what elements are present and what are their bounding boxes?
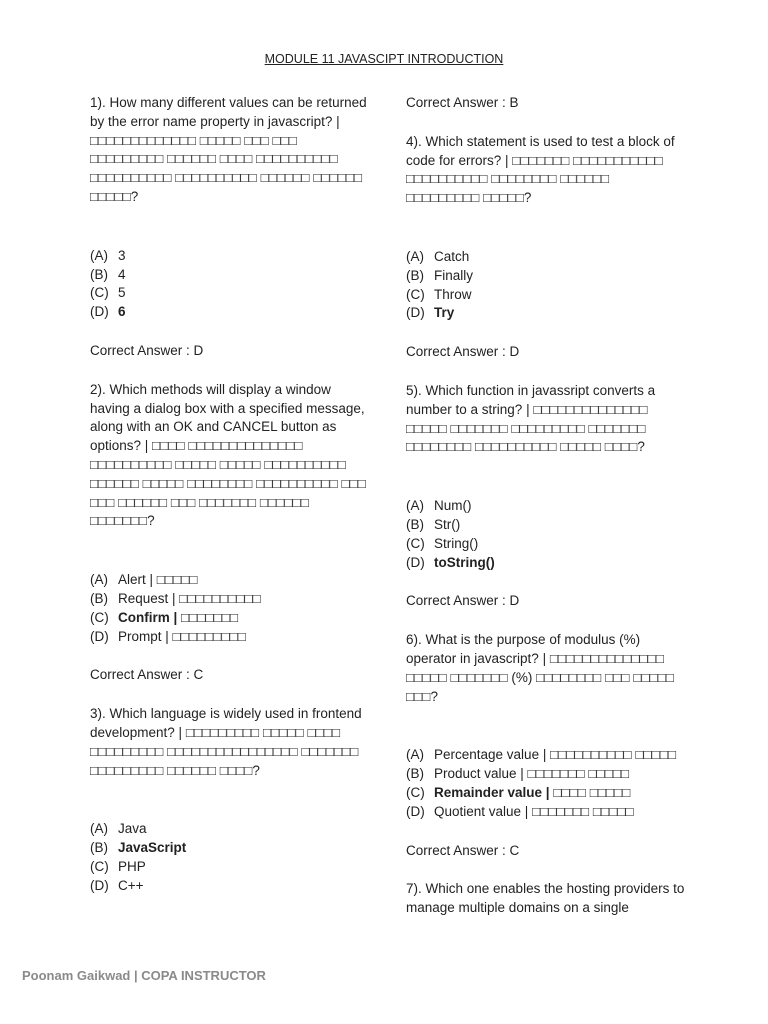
option-item xyxy=(90,284,368,303)
left-column xyxy=(90,94,368,896)
option-text: 4 xyxy=(118,266,126,282)
option-item xyxy=(90,303,368,322)
question-text: 6). What is the purpose of modulus (%) operator in javascript? | □□□□□□□□□□□□□□ □□□□□ □□□□□□□ (%) □□□□□□□□ □□□ □□□□□ □□□? xyxy=(406,632,675,704)
option-item xyxy=(90,877,368,896)
option-key: (A) xyxy=(90,572,108,588)
option-item xyxy=(90,858,368,877)
option-item xyxy=(90,247,368,266)
option-item xyxy=(406,535,686,554)
correct-answer: Correct Answer : C xyxy=(90,667,204,683)
question-text: 5). Which function in javassript converts a number to a string? | □□□□□□□□□□□□□□ □□□□□ □□□□□□□ □□□□□□□□□ □□□□□□□ □□□□□□□□ □□□□□□□□□□ □□□□□ □□□□? xyxy=(406,382,656,455)
option-text: Throw xyxy=(434,286,472,302)
question-text: 2). Which methods will display a window having a dialog box with a specified message, along with an OK and CANCEL button as options? | □□□□ □□□□□□□□□□□□□□ □□□□□□□□□□ □□□□□ □□□□□ □□□□□□□□□□ □□□□□□ □□□□□ □□□□□□□□ □□□□□□□□□□ □□□ □□□ □□□□□□ □□□ □□□□□□□ □□□□□□ □□□□□□□? xyxy=(90,381,366,529)
option-text: Alert | □□□□□ xyxy=(118,572,198,588)
option-key: (D) xyxy=(406,554,425,570)
option-item xyxy=(90,266,368,285)
option-key: (B) xyxy=(90,266,108,282)
correct-answer: Correct Answer : D xyxy=(406,344,520,360)
option-list xyxy=(90,571,368,646)
question-text: 3). Which language is widely used in frontend development? | □□□□□□□□□ □□□□□ □□□□ □□□□□□□□□ □□□□□□□□□□□□□□□□ □□□□□□□ □□□□□□□□□ □□□□□□ □□□□? xyxy=(90,706,362,778)
question-text: 4). Which statement is used to test a block of code for errors? | □□□□□□□ □□□□□□□□□□□ □□□□□□□□□□ □□□□□□□□ □□□□□□ □□□□□□□□□ □□□□□? xyxy=(406,133,675,206)
option-text: Request | □□□□□□□□□□ xyxy=(118,590,261,606)
option-text: toString() xyxy=(434,554,495,570)
option-item xyxy=(90,628,368,647)
option-text: Product value | □□□□□□□ □□□□□ xyxy=(434,766,630,782)
option-key: (C) xyxy=(406,784,425,800)
option-list xyxy=(406,746,686,821)
option-text: Java xyxy=(118,821,147,837)
question-block xyxy=(406,631,686,860)
question-text: 1). How many different values can be returned by the error name property in javascript? | □□□□□□□□□□□□□ □□□□□ □□□ □□□ □□□□□□□□□ □□□□□□ □□□□ □□□□□□□□□□ □□□□□□□□□□ □□□□□□□□□□ □□□□□□ □□□□□□ □□□□□? xyxy=(90,95,367,204)
option-key: (C) xyxy=(90,858,109,874)
option-list xyxy=(90,820,368,895)
option-key: (A) xyxy=(406,248,424,264)
option-item xyxy=(90,590,368,609)
option-item xyxy=(406,497,686,516)
option-key: (C) xyxy=(90,609,109,625)
option-text: 6 xyxy=(118,304,126,320)
option-key: (C) xyxy=(90,285,109,301)
option-text: 3 xyxy=(118,247,126,263)
option-list xyxy=(406,248,686,323)
option-key: (D) xyxy=(90,877,109,893)
option-text: Catch xyxy=(434,248,470,264)
option-key: (B) xyxy=(406,267,424,283)
option-key: (D) xyxy=(90,628,109,644)
correct-answer: Correct Answer : D xyxy=(406,593,520,609)
option-item xyxy=(406,286,686,305)
option-item xyxy=(406,267,686,286)
option-item xyxy=(406,248,686,267)
option-key: (B) xyxy=(90,590,108,606)
option-item xyxy=(406,304,686,323)
question-block xyxy=(90,381,368,685)
option-key: (D) xyxy=(90,304,109,320)
footer-author: Poonam Gaikwad | COPA INSTRUCTOR xyxy=(22,968,266,983)
option-item xyxy=(90,571,368,590)
option-key: (C) xyxy=(406,286,425,302)
question-block xyxy=(406,382,686,611)
option-item xyxy=(406,765,686,784)
option-text: Confirm | □□□□□□□ xyxy=(118,609,239,625)
correct-answer: Correct Answer : D xyxy=(90,342,204,358)
option-key: (A) xyxy=(90,247,108,263)
option-item xyxy=(90,820,368,839)
option-key: (D) xyxy=(406,305,425,321)
option-key: (B) xyxy=(406,766,424,782)
option-text: Try xyxy=(434,305,455,321)
option-key: (D) xyxy=(406,803,425,819)
option-text: C++ xyxy=(118,877,144,893)
option-key: (A) xyxy=(406,747,424,763)
option-text: Percentage value | □□□□□□□□□□ □□□□□ xyxy=(434,747,677,763)
option-item xyxy=(90,609,368,628)
option-key: (A) xyxy=(406,498,424,514)
option-text: String() xyxy=(434,535,479,551)
question-block xyxy=(406,133,686,362)
option-key: (B) xyxy=(406,516,424,532)
question-block xyxy=(406,880,686,918)
option-text: Finally xyxy=(434,267,474,283)
question-text: 7). Which one enables the hosting providers to manage multiple domains on a single xyxy=(406,881,685,916)
option-text: Str() xyxy=(434,516,461,532)
document-title: MODULE 11 JAVASCIPT INTRODUCTION xyxy=(264,52,504,66)
option-item xyxy=(406,554,686,573)
option-item xyxy=(406,516,686,535)
option-text: Quotient value | □□□□□□□ □□□□□ xyxy=(434,803,634,819)
option-text: Num() xyxy=(434,498,472,514)
right-column xyxy=(406,94,686,918)
option-text: 5 xyxy=(118,285,126,301)
option-item xyxy=(406,746,686,765)
option-key: (A) xyxy=(90,821,108,837)
option-text: Prompt | □□□□□□□□□ xyxy=(118,628,246,644)
option-key: (C) xyxy=(406,535,425,551)
option-item xyxy=(406,784,686,803)
option-text: PHP xyxy=(118,858,146,874)
question-block xyxy=(90,705,368,895)
correct-answer: Correct Answer : C xyxy=(406,842,520,858)
option-text: Remainder value | □□□□ □□□□□ xyxy=(434,784,631,800)
option-list xyxy=(406,497,686,572)
option-text: JavaScript xyxy=(118,840,187,856)
option-list xyxy=(90,247,368,322)
option-key: (B) xyxy=(90,840,108,856)
correct-answer: Correct Answer : B xyxy=(406,95,519,110)
option-item xyxy=(90,839,368,858)
question-block xyxy=(90,94,368,361)
option-item xyxy=(406,803,686,822)
